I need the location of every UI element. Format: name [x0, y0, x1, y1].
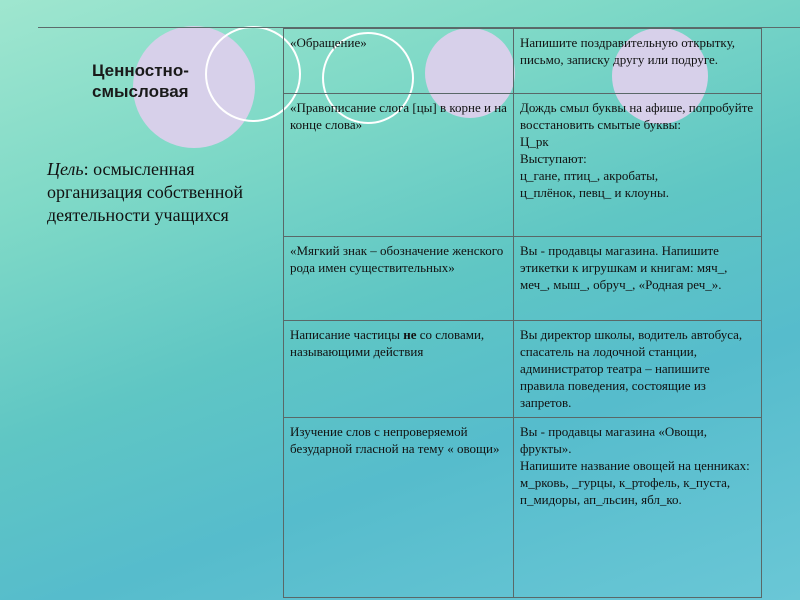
table-row — [284, 94, 762, 237]
topic-cell: Изучение слов с непроверяемой безударной гласной на тему « овощи» — [284, 418, 514, 598]
topic-cell: «Правописание слога [цы] в корне и на конце слова» — [284, 94, 514, 237]
topic-cell: «Мягкий знак – обозначение женского рода имен существительных» — [284, 237, 514, 321]
topic-text-post: со словами, называющими действия — [290, 327, 485, 359]
topic-text-bold: не — [403, 327, 417, 342]
task-cell: Вы директор школы, водитель автобуса, спасатель на лодочной станции, администратор театра – напишите правила поведения, состоящие из запретов. — [514, 321, 762, 418]
topic-text-pre: Написание частицы — [290, 327, 404, 342]
table-row — [284, 418, 762, 598]
task-cell: Напишите поздравительную открытку, письмо, записку другу или подруге. — [514, 29, 762, 94]
task-cell: Вы - продавцы магазина «Овощи, фрукты». Напишите название овощей на ценниках: м_рковь, _гурцы, к_ртофель, к_пуста, п_мидоры, ап_льсин, ябл_ко. — [514, 418, 762, 598]
goal-label: Цель — [47, 159, 84, 179]
table-row — [284, 29, 762, 94]
goal-block — [47, 158, 287, 227]
table-row — [284, 237, 762, 321]
slide-heading: Ценностно- смысловая — [92, 61, 189, 101]
goal-text: : осмысленная организация собственной деятельности учащихся — [47, 159, 244, 225]
topic-cell — [284, 321, 514, 418]
tasks-table — [283, 28, 762, 598]
task-cell: Дождь смыл буквы на афише, попробуйте восстановить смытые буквы: Ц_рк Выступают: ц_гане, птиц_, акробаты, ц_плёнок, певц_ и клоуны. — [514, 94, 762, 237]
task-cell: Вы - продавцы магазина. Напишите этикетки к игрушкам и книгам: мяч_, меч_, мыш_, обруч_, «Родная реч_». — [514, 237, 762, 321]
table-row — [284, 321, 762, 418]
topic-cell: «Обращение» — [284, 29, 514, 94]
